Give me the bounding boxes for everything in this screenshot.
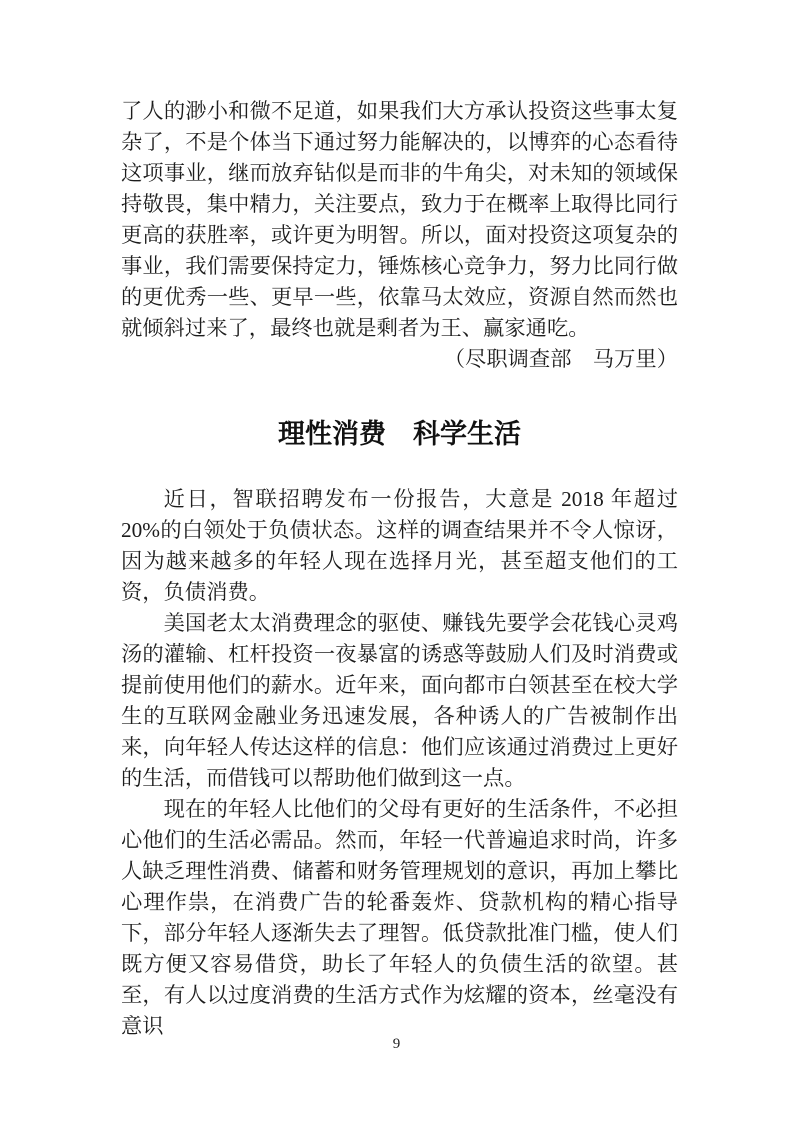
article-paragraph: 现在的年轻人比他们的父母有更好的生活条件，不必担心他们的生活必需品。然而，年轻一代普遍追求时尚，许多人缺乏理性消费、储蓄和财务管理规划的意识，再加上攀比心理作祟，在消费广告的轮番轰炸、贷款机构的精心指导下，部分年轻人逐渐失去了理智。低贷款批准门槛，使人们既方便又容易借贷，助长了年轻人的负债生活的欲望。甚至，有人以过度消费的生活方式作为炫耀的资本，丝毫没有意识: [121, 797, 678, 1038]
page-number: 9: [392, 1036, 401, 1052]
continuation-paragraph: 了人的渺小和微不足道，如果我们大方承认投资这些事太复杂了，不是个体当下通过努力能解决的，以博弈的心态看待这项事业，继而放弃钻似是而非的牛角尖，对未知的领域保持敬畏，集中精力，关注要点，致力于在概率上取得比同行更高的获胜率，或许更为明智。所以，面对投资这项复杂的事业，我们需要保持定力，锤炼核心竞争力，努力比同行做的更优秀一些、更早一些，依靠马太效应，资源自然而然也就倾斜过来了，最终也就是剩者为王、赢家通吃。: [121, 99, 678, 340]
article-paragraph: 美国老太太消费理念的驱使、赚钱先要学会花钱心灵鸡汤的灌输、杠杆投资一夜暴富的诱惑等鼓励人们及时消费或提前使用他们的薪水。近年来，面向都市白领甚至在校大学生的互联网金融业务迅速发展，各种诱人的广告被制作出来，向年轻人传达这样的信息：他们应该通过消费过上更好的生活，而借钱可以帮助他们做到这一点。: [121, 611, 678, 790]
article-title: 理性消费 科学生活: [278, 419, 521, 449]
text-block: [121, 96, 678, 1042]
article-body: [121, 484, 678, 1042]
attribution-line: （尽职调查部 马万里）: [443, 347, 678, 371]
article-paragraph: 近日，智联招聘发布一份报告，大意是 2018 年超过 20%的白领处于负债状态。这样的调查结果并不令人惊讶，因为越来越多的年轻人现在选择月光，甚至超支他们的工资，负债消费。: [121, 487, 678, 604]
